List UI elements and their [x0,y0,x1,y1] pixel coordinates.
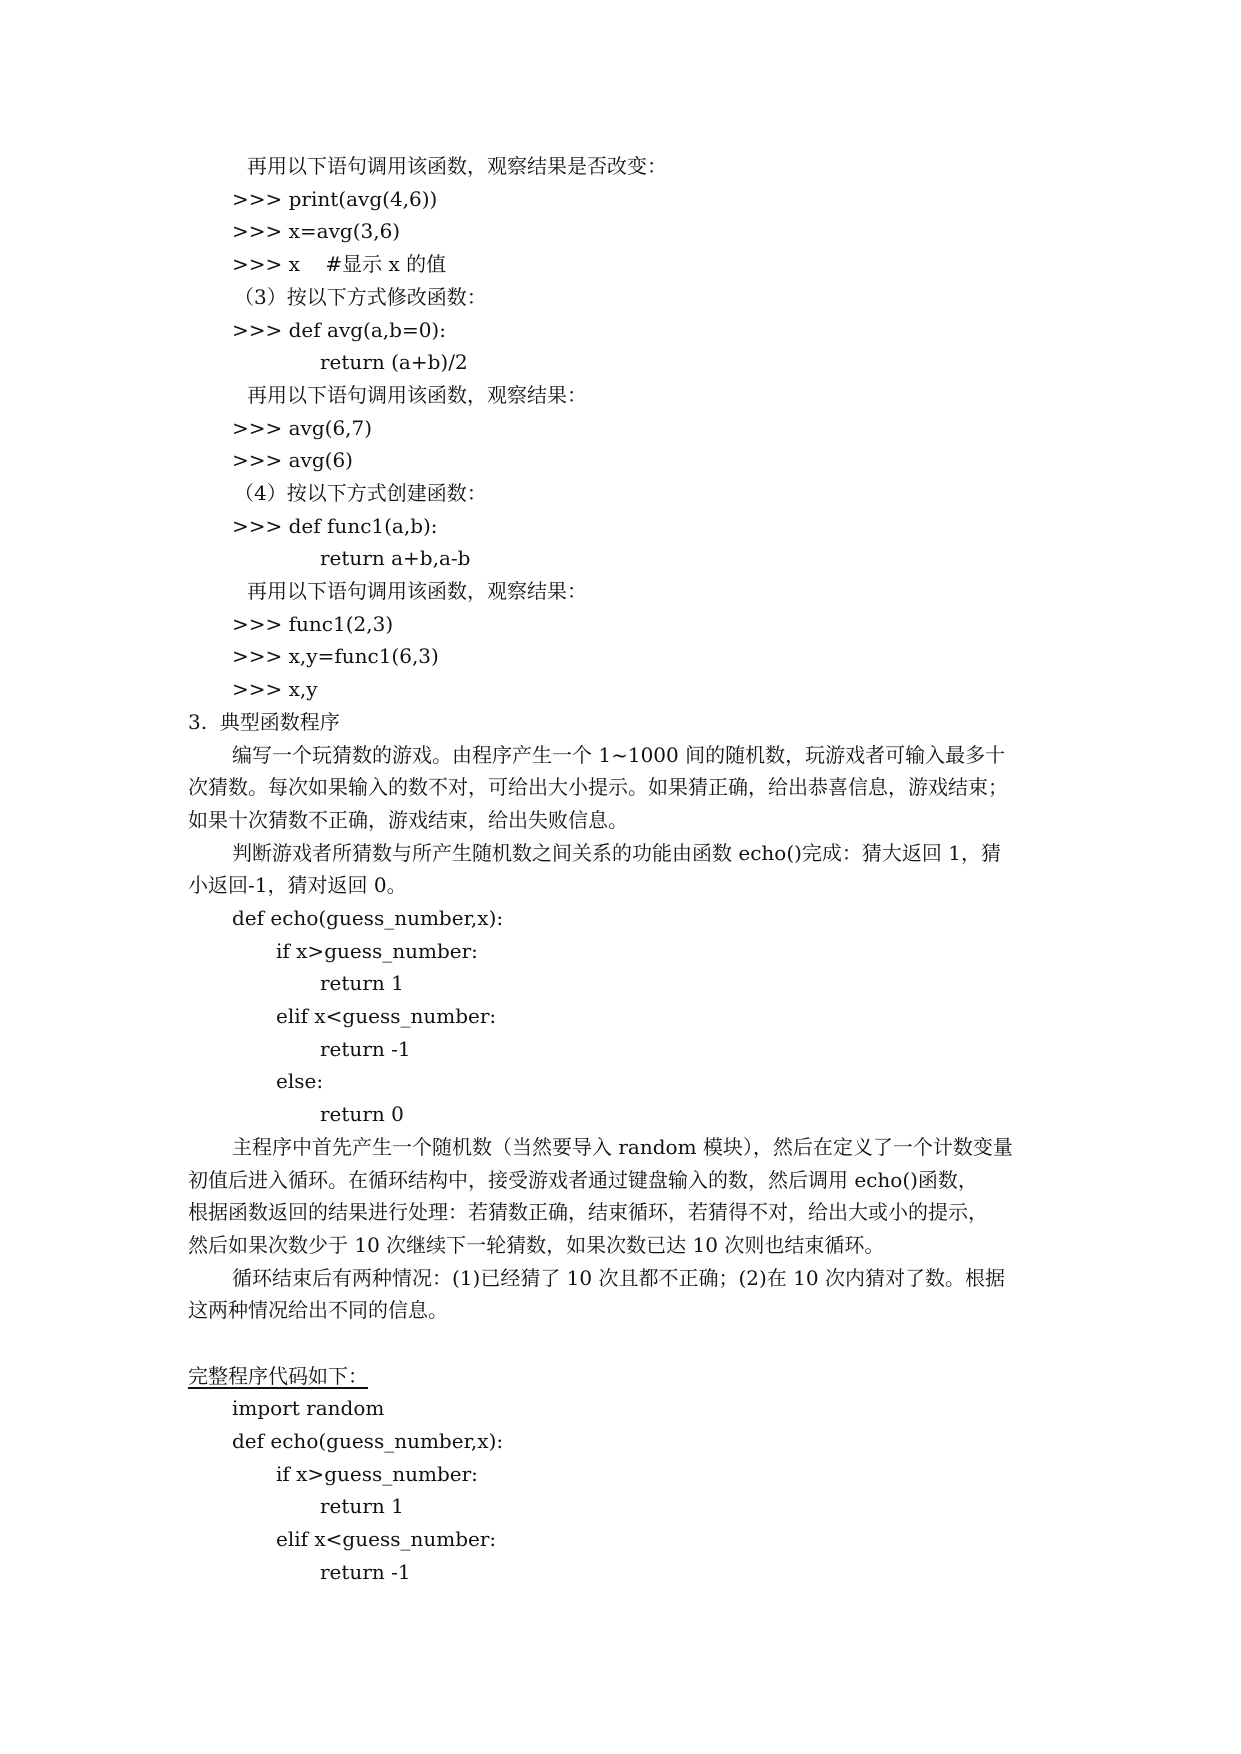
code-line: else: [276,1069,324,1093]
code-line: elif x<guess_number: [276,1527,497,1551]
text-line: （4）按以下方式创建函数： [234,481,487,505]
paragraph-line: 根据函数返回的结果进行处理：若猜数正确，结束循环，若猜得不对，给出大或小的提示， [188,1200,988,1224]
code-line: return -1 [320,1560,411,1584]
code-line: >>> avg(6) [232,448,353,472]
code-line: return 1 [320,1494,404,1518]
paragraph-line: 循环结束后有两种情况：(1)已经猜了 10 次且都不正确；(2)在 10 次内猜对了数。根据 [232,1266,1005,1290]
code-line: >>> x,y [232,677,318,701]
code-line: def echo(guess_number,x): [232,906,504,930]
code-line: >>> x=avg(3,6) [232,219,401,243]
code-line: return 1 [320,971,404,995]
text-line: 再用以下语句调用该函数，观察结果： [247,383,587,407]
paragraph-line: 这两种情况给出不同的信息。 [188,1298,448,1322]
code-line: import random [232,1396,385,1420]
paragraph-line: 判断游戏者所猜数与所产生随机数之间关系的功能由函数 echo()完成：猜大返回 1，猜 [232,841,1002,865]
code-line: >>> def avg(a,b=0): [232,318,446,342]
paragraph-line: 如果十次猜数不正确，游戏结束，给出失败信息。 [188,808,628,832]
paragraph-line: 初值后进入循环。在循环结构中，接受游戏者通过键盘输入的数，然后调用 echo()函数， [188,1168,978,1192]
text-line: 再用以下语句调用该函数，观察结果是否改变： [247,154,667,178]
code-line: return 0 [320,1102,404,1126]
code-line: if x>guess_number: [276,1462,478,1486]
section-heading: 3. 典型函数程序 [188,710,340,734]
code-line: return -1 [320,1037,411,1061]
text-line: （3）按以下方式修改函数： [234,285,487,309]
paragraph-line: 主程序中首先产生一个随机数（当然要导入 random 模块），然后在定义了一个计数变量 [232,1135,1013,1159]
text-line: 再用以下语句调用该函数，观察结果： [247,579,587,603]
code-line: return a+b,a-b [320,546,471,570]
code-line: if x>guess_number: [276,939,478,963]
paragraph-line: 然后如果次数少于 10 次继续下一轮猜数，如果次数已达 10 次则也结束循环。 [188,1233,885,1257]
code-line: return (a+b)/2 [320,350,468,374]
code-line: >>> x #显示 x 的值 [232,252,447,276]
code-line: >>> func1(2,3) [232,612,394,636]
paragraph-line: 小返回-1，猜对返回 0。 [188,873,407,897]
code-line: >>> def func1(a,b): [232,514,438,538]
code-line: >>> avg(6,7) [232,416,373,440]
paragraph-line: 次猜数。每次如果输入的数不对，可给出大小提示。如果猜正确，给出恭喜信息，游戏结束； [188,775,1008,799]
code-heading: 完整程序代码如下： [188,1364,368,1388]
code-line: >>> x,y=func1(6,3) [232,644,439,668]
paragraph-line: 编写一个玩猜数的游戏。由程序产生一个 1~1000 间的随机数，玩游戏者可输入最多十 [232,743,1006,767]
code-line: def echo(guess_number,x): [232,1429,504,1453]
code-line: elif x<guess_number: [276,1004,497,1028]
code-line: >>> print(avg(4,6)) [232,187,438,211]
